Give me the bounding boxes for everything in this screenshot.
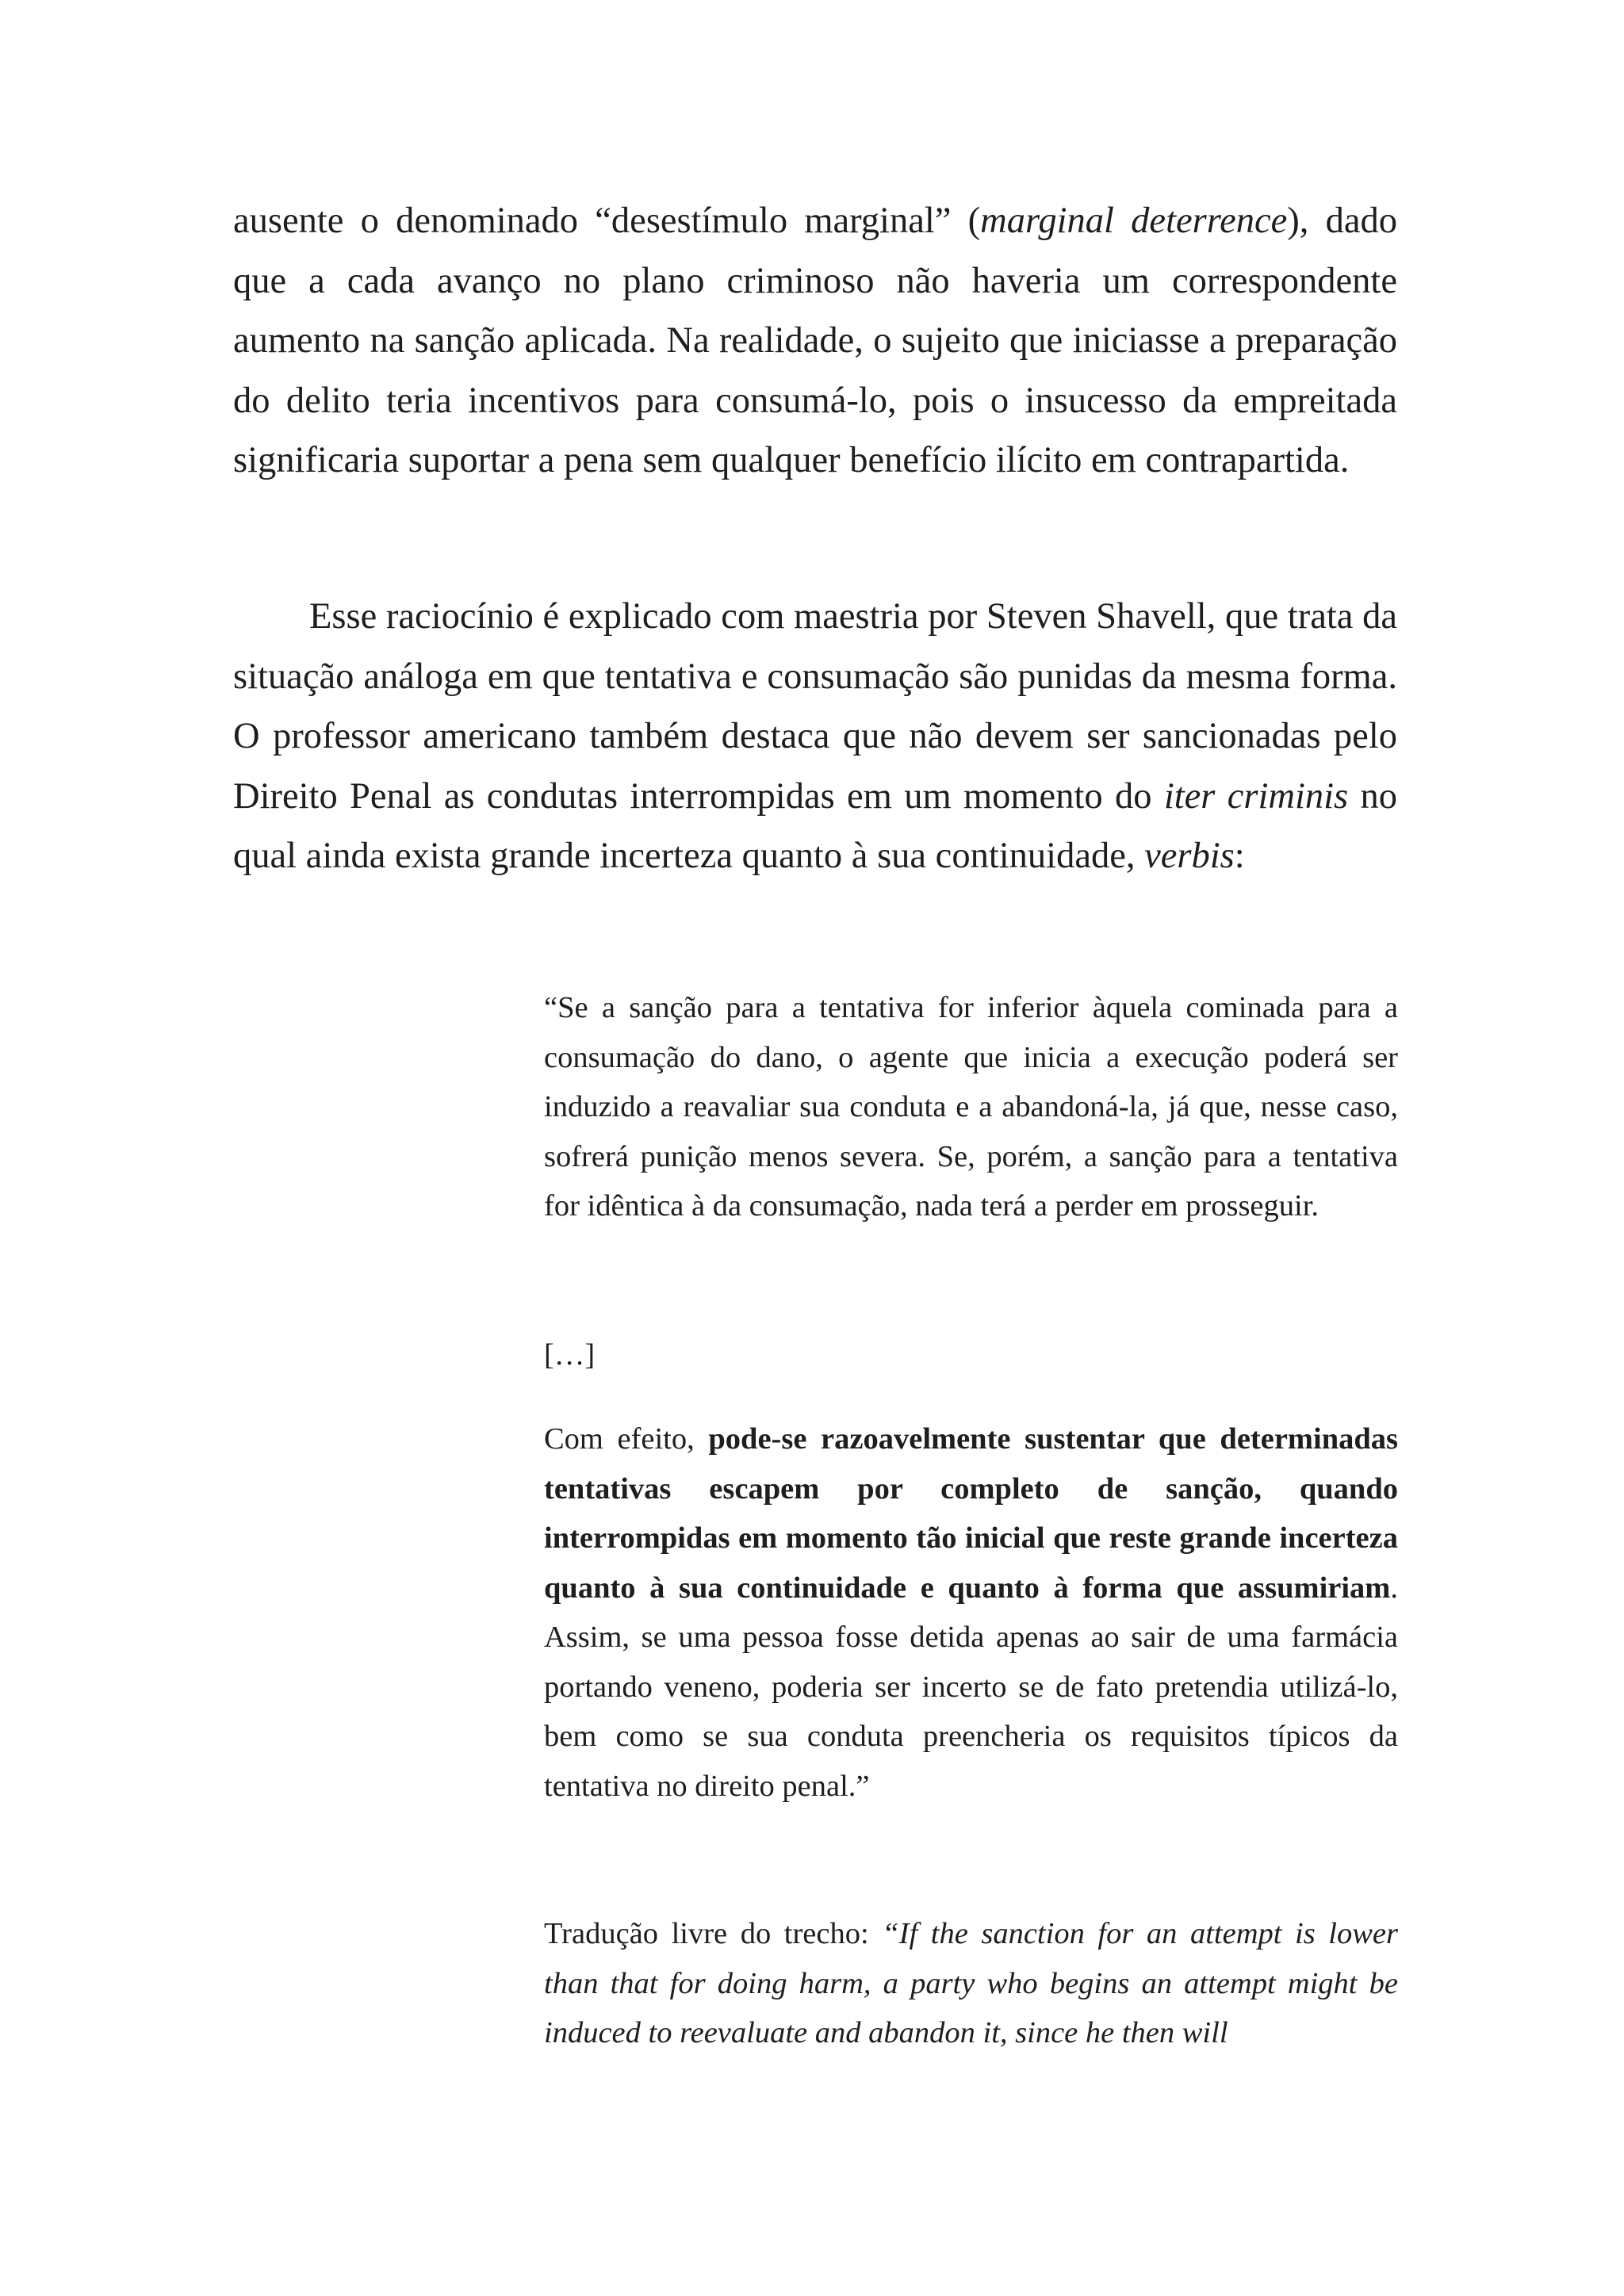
- paragraph-1-text-a: ausente o denominado “desestímulo marginal” (: [233, 201, 981, 241]
- quote-text-3-lead: Com efeito,: [544, 1422, 709, 1456]
- translation-note: [544, 1909, 1398, 2058]
- block-quote-ellipsis: [544, 1330, 1398, 1380]
- quote-text-3-rest: . Assim, se uma pessoa fosse detida apenas ao sair de uma farmácia portando veneno, poderia ser incerto se de fato pretendia utilizá-lo, bem como se sua conduta preencheria os requisitos típicos da tentativa no direito penal.”: [544, 1571, 1398, 1803]
- quote-text-1: “Se a sanção para a tentativa for inferior àquela cominada para a consumação do dano, o agente que inicia a execução poderá ser induzido a reavaliar sua conduta e a abandoná-la, já que, nesse caso, sofrerá punição menos severa. Se, porém, a sanção para a tentativa for idêntica à da consumação, nada terá a perder em prosseguir.: [544, 991, 1398, 1223]
- paragraph-2-text-b: no qual ainda exista grande incerteza quanto à sua continuidade,: [233, 775, 1398, 877]
- body-paragraph-2: [233, 587, 1397, 886]
- translation-italic: “If the sanction for an attempt is lower than that for doing harm, a party who begins an attempt might be induced to reevaluate and abandon it, since he then will: [544, 1917, 1398, 2049]
- paragraph-1-italic-term: marginal deterrence: [980, 201, 1288, 241]
- block-quote-paragraph-1: [544, 983, 1398, 1231]
- quote-text-3: [544, 1414, 1398, 1811]
- translation-lead: Tradução livre do trecho:: [544, 1917, 883, 1950]
- paragraph-2-italic-term-2: verbis: [1144, 836, 1235, 877]
- paragraph-2-text-a: Esse raciocínio é explicado com maestria por Steven Shavell, que trata da situação análoga em que tentativa e consumação são punidas da mesma forma. O professor americano também destaca que não devem ser sancionadas pelo Direito Penal as condutas interrompidas em um momento do: [233, 596, 1397, 817]
- body-paragraph-1: [233, 191, 1397, 491]
- quote-ellipsis: […]: [544, 1338, 596, 1372]
- paragraph-1-text-b: ), dado que a cada avanço no plano criminoso não haveria um correspondente aumento na sanção aplicada. Na realidade, o sujeito que iniciasse a preparação do delito teria incentivos para consumá-lo, pois o insucesso da empreitada significaria suportar a pena sem qualquer benefício ilícito em contrapartida.: [233, 201, 1398, 481]
- paragraph-2-italic-term-1: iter criminis: [1163, 775, 1349, 817]
- block-quote-paragraph-3: [544, 1414, 1398, 1811]
- quote-text-3-bold: pode-se razoavelmente sustentar que determinadas tentativas escapem por completo de sanção, quando interrompidas em momento tão inicial que reste grande incerteza quanto à sua continuidade e quanto à forma que assumiriam: [544, 1422, 1398, 1605]
- paragraph-2-text-c: :: [1234, 836, 1245, 877]
- translation-text: [544, 1909, 1398, 2058]
